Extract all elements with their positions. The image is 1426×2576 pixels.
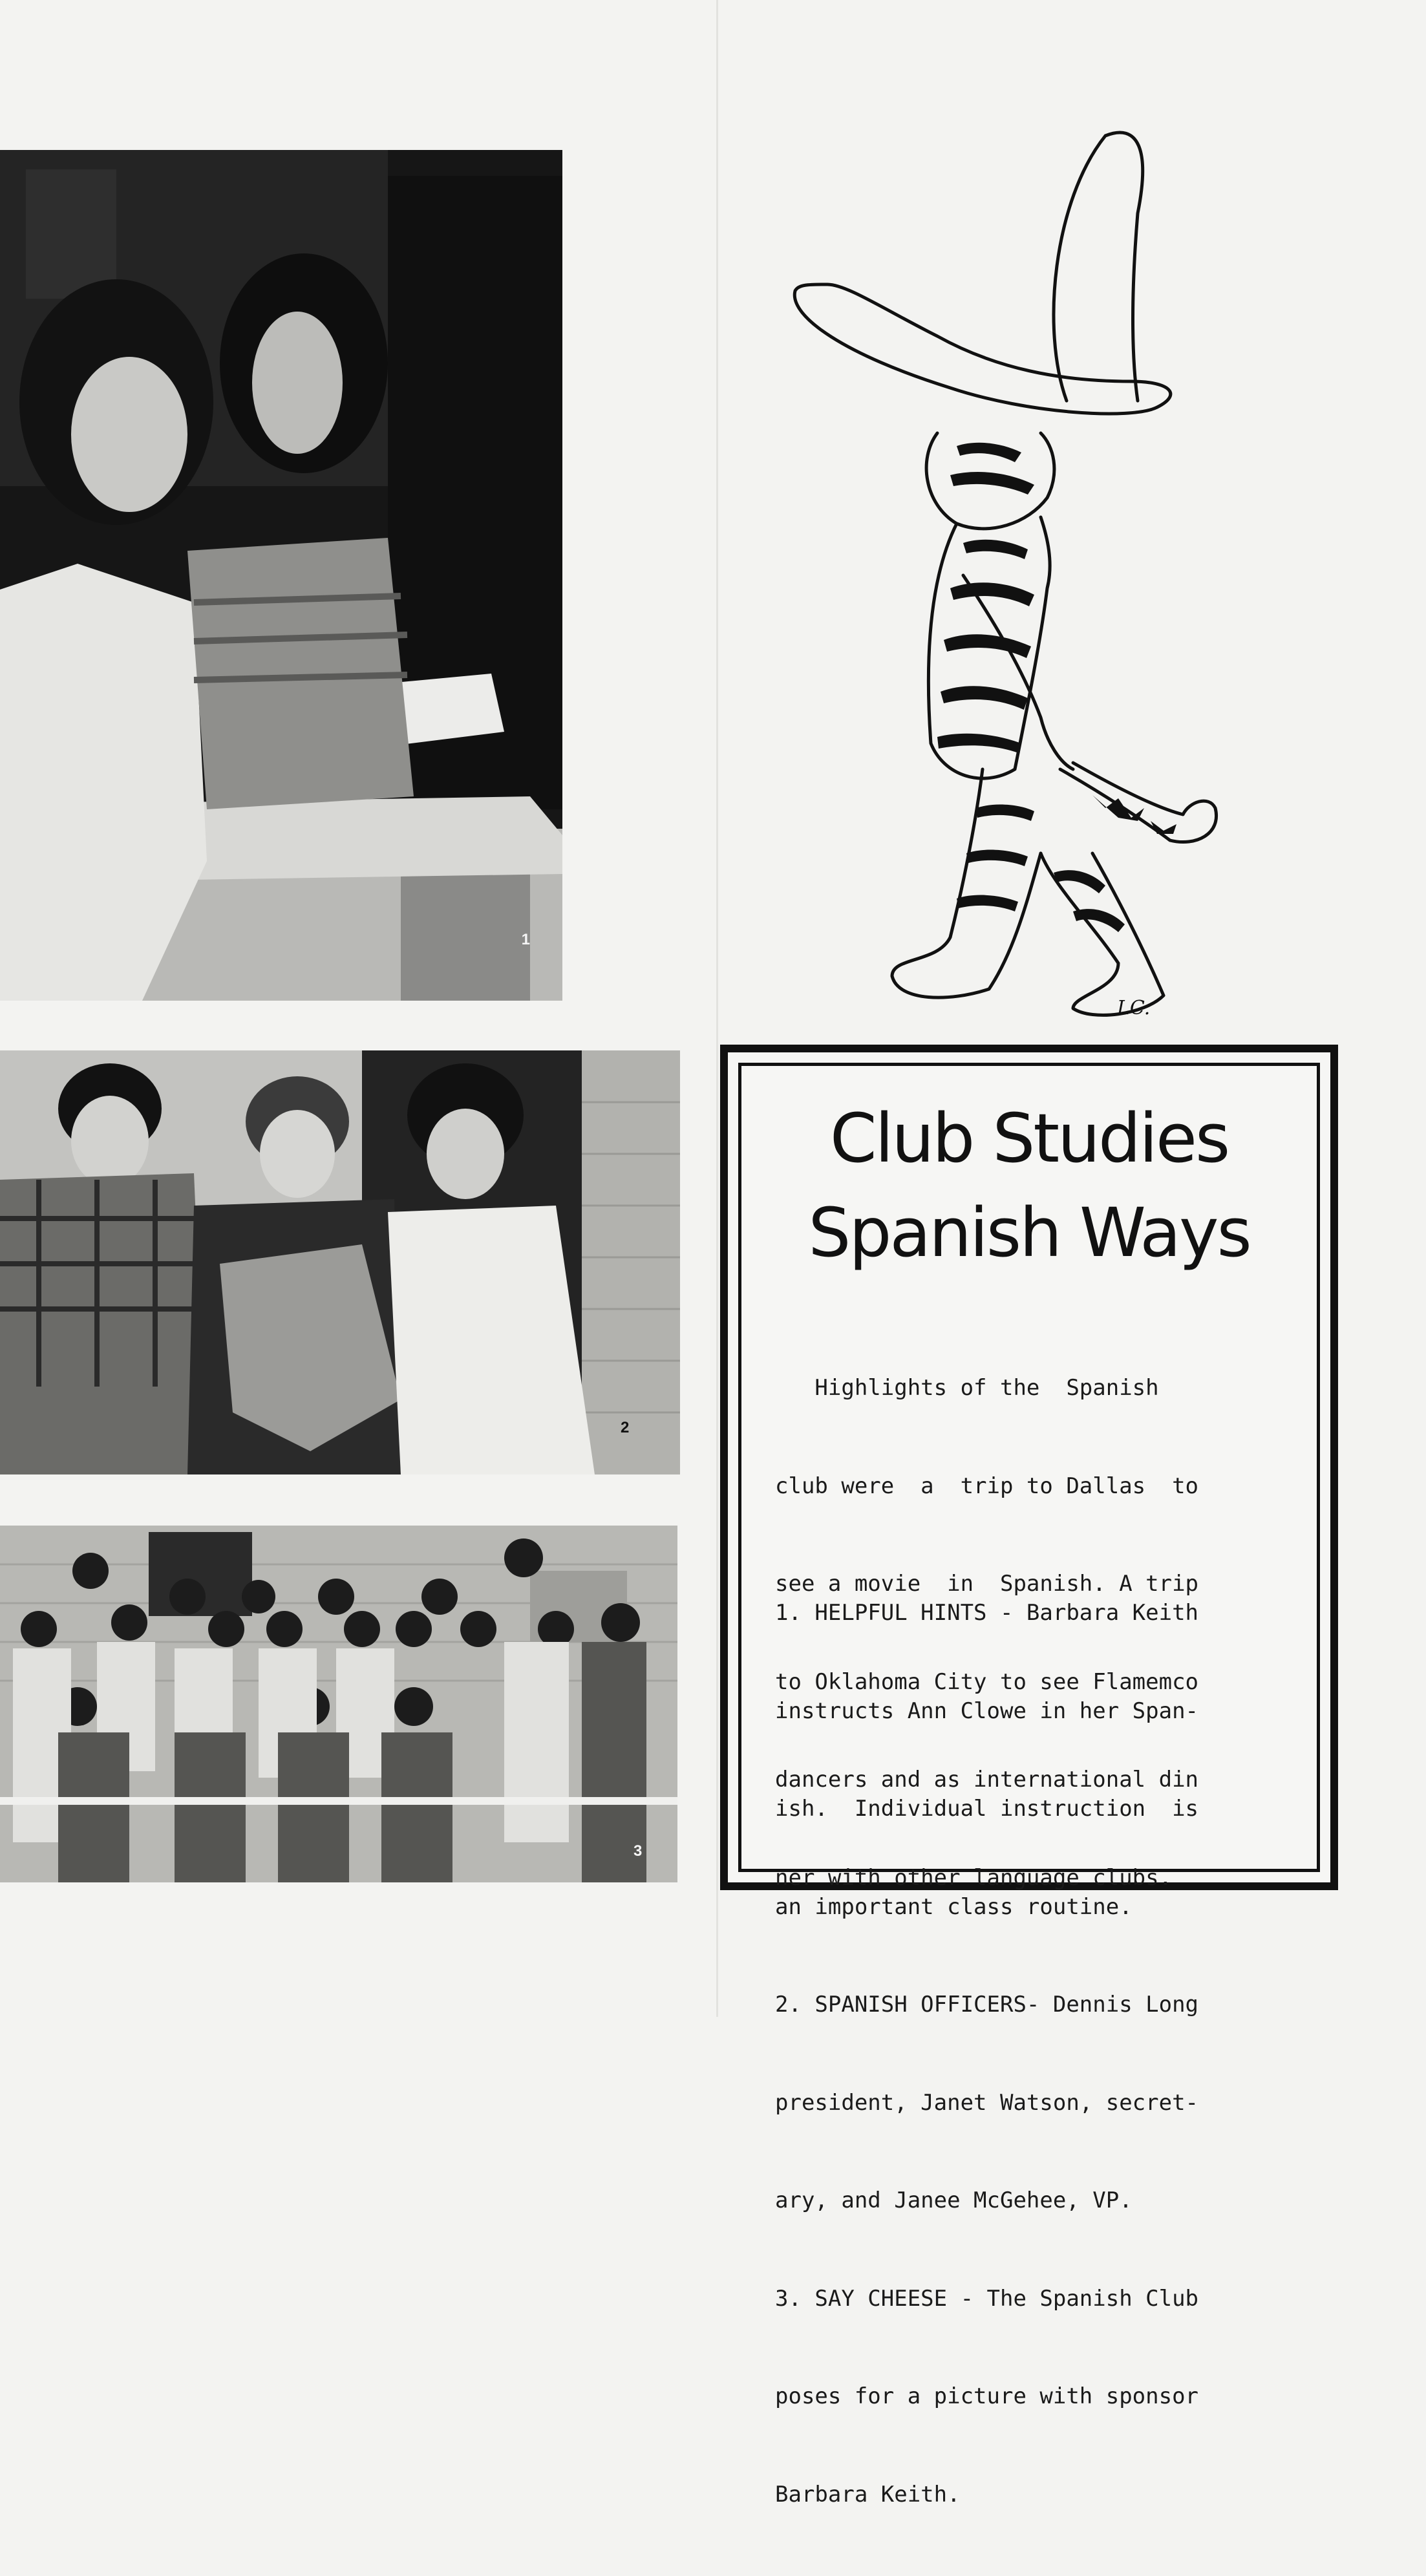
caption-line: an important class routine. — [775, 1893, 1133, 1920]
intro-line: ner with other language clubs. — [775, 1864, 1173, 1891]
photo-number: 2 — [621, 1419, 630, 1436]
caption-line: Barbara Keith. — [775, 2481, 961, 2507]
artist-signature: LC. — [1117, 997, 1151, 1019]
article-title-line2: Spanish Ways — [808, 1193, 1250, 1272]
intro-line: see a movie in Spanish. A trip — [775, 1571, 1199, 1597]
intro-line: dancers and as international din — [775, 1767, 1199, 1793]
caption-line: president, Janet Watson, secret- — [775, 2089, 1199, 2116]
caption-line: 1. HELPFUL HINTS - Barbara Keith — [775, 1600, 1199, 1626]
intro-line: Highlights of the Spanish — [775, 1375, 1159, 1401]
article-box — [720, 1045, 1338, 2507]
sombrero-tiger-icon — [769, 123, 1241, 1028]
caption-line: 3. SAY CHEESE - The Spanish Club — [775, 2285, 1199, 2312]
photo-spanish-officers — [0, 1050, 680, 1474]
intro-line: club were a trip to Dallas to — [775, 1473, 1199, 1499]
article-title-line1: Club Studies — [829, 1099, 1229, 1178]
caption-line: poses for a picture with sponsor — [775, 2383, 1199, 2409]
caption-line: ary, and Janee McGehee, VP. — [775, 2187, 1133, 2213]
photo-captions — [775, 1531, 1297, 2576]
photo-number: 3 — [633, 1842, 643, 1860]
caption-line: instructs Ann Clowe in her Span- — [775, 1698, 1199, 1724]
caption-line: ish. Individual instruction is — [775, 1796, 1199, 1822]
caption-line: 2. SPANISH OFFICERS- Dennis Long — [775, 1992, 1199, 2017]
article-box-inner — [738, 1063, 1320, 2507]
photo-helpful-hints — [0, 150, 562, 1001]
photo-spanish-club-group — [0, 1526, 677, 1882]
intro-line: to Oklahoma City to see Flamemco — [775, 1668, 1199, 1695]
page-fold — [716, 0, 718, 2017]
photo-number: 1 — [521, 931, 530, 948]
